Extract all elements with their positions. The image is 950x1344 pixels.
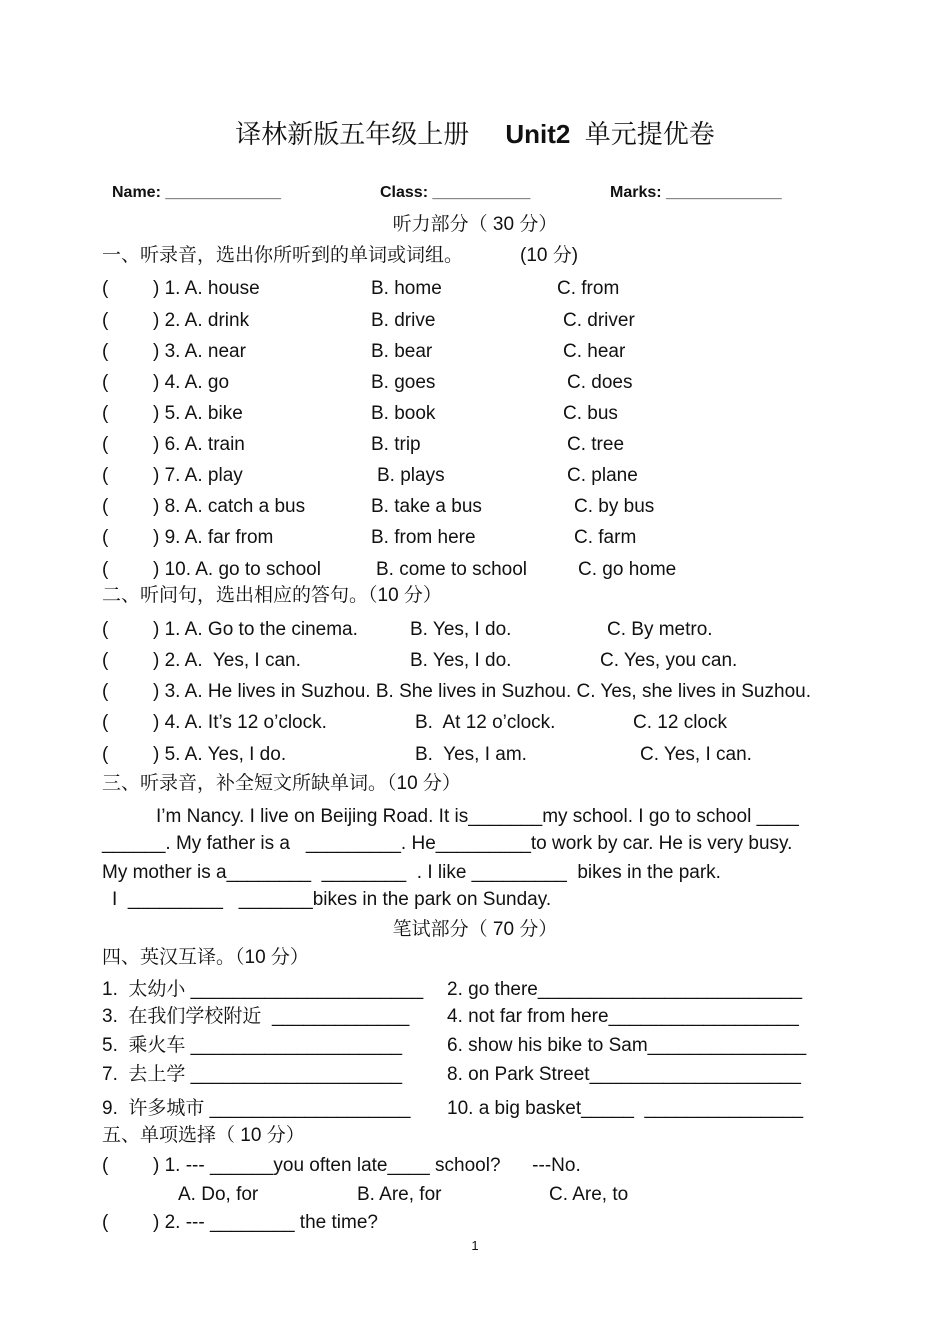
question-option-a: ) 2. A. Yes, I can. xyxy=(153,650,301,671)
answer-paren: ( xyxy=(102,619,109,640)
question-option-b: B. drive xyxy=(371,310,436,331)
question-option-a: ) 9. A. far from xyxy=(153,527,274,548)
page-number: 1 xyxy=(471,1238,479,1253)
answer-paren: ( xyxy=(102,712,109,733)
mc-option-c: C. Are, to xyxy=(549,1184,629,1205)
question-option-a: ) 5. A. bike xyxy=(153,403,243,424)
answer-paren: ( xyxy=(102,496,109,517)
title-unit: Unit2 xyxy=(505,119,571,149)
answer-paren: ( xyxy=(102,278,109,299)
question-option-a: ) 8. A. catch a bus xyxy=(153,496,306,517)
translate-item: 4. not far from here__________________ xyxy=(447,1006,799,1027)
question-option-b: B. from here xyxy=(371,527,476,548)
answer-paren: ( xyxy=(102,403,109,424)
section3-title: 三、听录音，补全短文所缺单词。（10 分） xyxy=(102,773,461,794)
question-option-a: ) 4. A. go xyxy=(153,372,230,393)
passage-line: I _________ _______bikes in the park on Sunday. xyxy=(112,889,552,910)
question-option-b: B. book xyxy=(371,403,436,424)
question-option-c: C. farm xyxy=(574,527,637,548)
question-option-c: C. tree xyxy=(567,434,625,455)
question-option-c: C. By metro. xyxy=(607,619,713,640)
translate-item: 3. 在我们学校附近 _____________ xyxy=(102,1006,410,1027)
class-field[interactable]: Class: ___________ xyxy=(380,184,531,201)
answer-paren: ( xyxy=(102,434,109,455)
answer-paren: ( xyxy=(102,1155,109,1176)
question-option-c: C. bus xyxy=(563,403,618,424)
question-option-b: B. At 12 o’clock. xyxy=(415,712,556,733)
question-option-a: ) 7. A. play xyxy=(153,465,243,486)
question-option-c: C. go home xyxy=(578,559,677,580)
question-option-b: B. come to school xyxy=(376,559,528,580)
question-option-b: B. Yes, I am. xyxy=(415,744,527,765)
question-option-b: B. plays xyxy=(377,465,445,486)
mc-question: ) 1. --- ______you often late____ school? ---No. xyxy=(153,1155,581,1176)
passage-line: My mother is a________ ________ . I like _________ bikes in the park. xyxy=(102,862,721,883)
question-option-a: ) 2. A. drink xyxy=(153,310,250,331)
question-option-c: C. driver xyxy=(563,310,635,331)
question-option-c: C. from xyxy=(557,278,620,299)
translate-item: 6. show his bike to Sam_______________ xyxy=(447,1035,807,1056)
listening-part-heading: 听力部分（ 30 分） xyxy=(392,214,558,235)
answer-paren: ( xyxy=(102,527,109,548)
translate-item: 10. a big basket_____ _______________ xyxy=(447,1098,804,1119)
question-option-b: B. home xyxy=(371,278,442,299)
question-option-a: ) 1. A. house xyxy=(153,278,260,299)
question-option-b: B. take a bus xyxy=(371,496,482,517)
answer-paren: ( xyxy=(102,744,109,765)
translate-item: 7. 去上学 ____________________ xyxy=(102,1064,403,1085)
question-option-c: C. hear xyxy=(563,341,626,362)
question-option-a: ) 10. A. go to school xyxy=(153,559,321,580)
translate-item: 8. on Park Street____________________ xyxy=(447,1064,801,1085)
answer-paren: ( xyxy=(102,1212,109,1233)
answer-paren: ( xyxy=(102,559,109,580)
question-option-b: B. goes xyxy=(371,372,436,393)
section1-score: (10 分) xyxy=(520,245,579,266)
question-option-c: C. 12 clock xyxy=(633,712,727,733)
question-option-c: C. by bus xyxy=(574,496,655,517)
question-option-b: B. Yes, I do. xyxy=(410,619,512,640)
question-option-a: ) 1. A. Go to the cinema. xyxy=(153,619,358,640)
question-option-c: C. plane xyxy=(567,465,638,486)
question-option-c: C. Yes, I can. xyxy=(640,744,752,765)
title-cn-left: 译林新版五年级上册 xyxy=(235,119,470,149)
question-option-a: ) 3. A. near xyxy=(153,341,246,362)
translate-item: 5. 乘火车 ____________________ xyxy=(102,1035,403,1056)
translate-item: 2. go there_________________________ xyxy=(447,979,803,1000)
answer-paren: ( xyxy=(102,341,109,362)
section2-title: 二、听问句，选出相应的答句。（10 分） xyxy=(102,585,442,606)
section5-title: 五、单项选择（ 10 分） xyxy=(102,1125,305,1146)
marks-field[interactable]: Marks: _____________ xyxy=(610,184,782,201)
answer-paren: ( xyxy=(102,372,109,393)
mc-question: ) 2. --- ________ the time? xyxy=(153,1212,378,1233)
written-part-heading: 笔试部分（ 70 分） xyxy=(392,919,558,940)
page-title xyxy=(0,116,950,152)
section4-title: 四、英汉互译。（10 分） xyxy=(102,947,309,968)
question-option-a: ) 5. A. Yes, I do. xyxy=(153,744,287,765)
question-option-b: B. trip xyxy=(371,434,421,455)
answer-paren: ( xyxy=(102,650,109,671)
question-option-a: ) 6. A. train xyxy=(153,434,245,455)
question-option-a: ) 3. A. He lives in Suzhou. B. She lives in Suzhou. C. Yes, she lives in Suzhou. xyxy=(153,681,811,702)
title-cn-right: 单元提优卷 xyxy=(584,119,715,149)
question-option-b: B. Yes, I do. xyxy=(410,650,512,671)
question-option-a: ) 4. A. It’s 12 o’clock. xyxy=(153,712,327,733)
section1-title: 一、听录音，选出你所听到的单词或词组。 xyxy=(102,245,464,266)
answer-paren: ( xyxy=(102,310,109,331)
question-option-b: B. bear xyxy=(371,341,433,362)
question-option-c: C. does xyxy=(567,372,633,393)
question-option-c: C. Yes, you can. xyxy=(600,650,738,671)
translate-item: 1. 太幼小 ______________________ xyxy=(102,979,424,1000)
passage-line: ______. My father is a _________. He_________to work by car. He is very busy. xyxy=(102,833,793,854)
mc-option-b: B. Are, for xyxy=(357,1184,442,1205)
mc-option-a: A. Do, for xyxy=(178,1184,259,1205)
answer-paren: ( xyxy=(102,681,109,702)
translate-item: 9. 许多城市 ___________________ xyxy=(102,1098,411,1119)
name-field[interactable]: Name: _____________ xyxy=(112,184,282,201)
answer-paren: ( xyxy=(102,465,109,486)
passage-line: I’m Nancy. I live on Beijing Road. It is_______my school. I go to school ____ xyxy=(156,806,799,827)
